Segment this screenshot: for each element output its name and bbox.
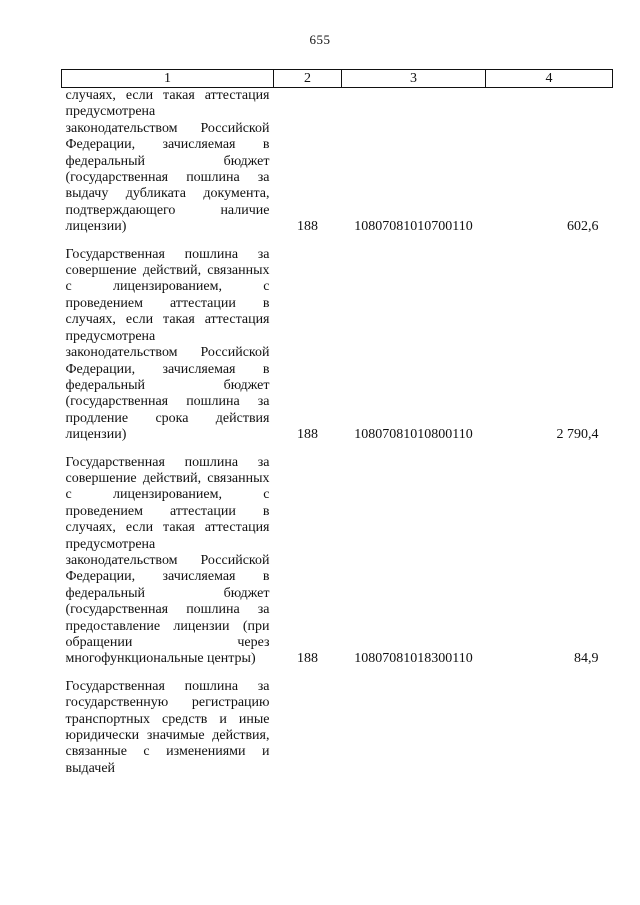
kbk-code: 10807081010800110	[354, 427, 473, 443]
table-row	[62, 88, 613, 243]
kbk-code: 10807081010700110	[354, 219, 473, 235]
column-header-2: 2	[274, 70, 342, 88]
kbk-code: 10807081018300110	[354, 651, 473, 667]
table-header-row	[62, 70, 613, 88]
admin-code	[274, 675, 342, 784]
revenue-description: Государственная пошлина за совершение действий, связанных с лицензированием, с проведением аттестации в случаях, если такая аттестация предусмотрена законодательством Российской Федерации, зачисляемая в федеральный бюджет (государственная пошлина за продление срока действия лицензии)	[65, 246, 270, 443]
admin-code: 188	[297, 651, 318, 667]
amount: 602,6	[567, 219, 599, 235]
table-row	[62, 243, 613, 451]
revenue-description: случаях, если такая аттестация предусмотрена законодательством Российской Федерации, зачисляемая в федеральный бюджет (государственная пошлина за выдачу дубликата документа, подтверждающего наличие лицензии)	[65, 88, 270, 235]
table-row	[62, 451, 613, 675]
revenue-description: Государственная пошлина за государственную регистрацию транспортных средств и иные юридически значимые действия, связанные с изменениями и выдачей	[65, 678, 270, 776]
column-header-4: 4	[486, 70, 613, 88]
amount: 2 790,4	[556, 427, 599, 443]
column-header-1: 1	[62, 70, 274, 88]
amount	[486, 675, 613, 784]
page-number: 655	[309, 32, 331, 47]
kbk-code	[342, 675, 486, 784]
admin-code: 188	[297, 219, 318, 235]
revenue-description: Государственная пошлина за совершение действий, связанных с лицензированием, с проведением аттестации в случаях, если такая аттестация предусмотрена законодательством Российской Федерации, зачисляемая в федеральный бюджет (государственная пошлина за предоставление лицензии (при обращении через многофункциональные центры)	[65, 454, 270, 667]
column-header-3: 3	[342, 70, 486, 88]
admin-code: 188	[297, 427, 318, 443]
amount: 84,9	[574, 651, 599, 667]
table-row	[62, 675, 613, 784]
budget-revenue-table	[61, 69, 613, 784]
